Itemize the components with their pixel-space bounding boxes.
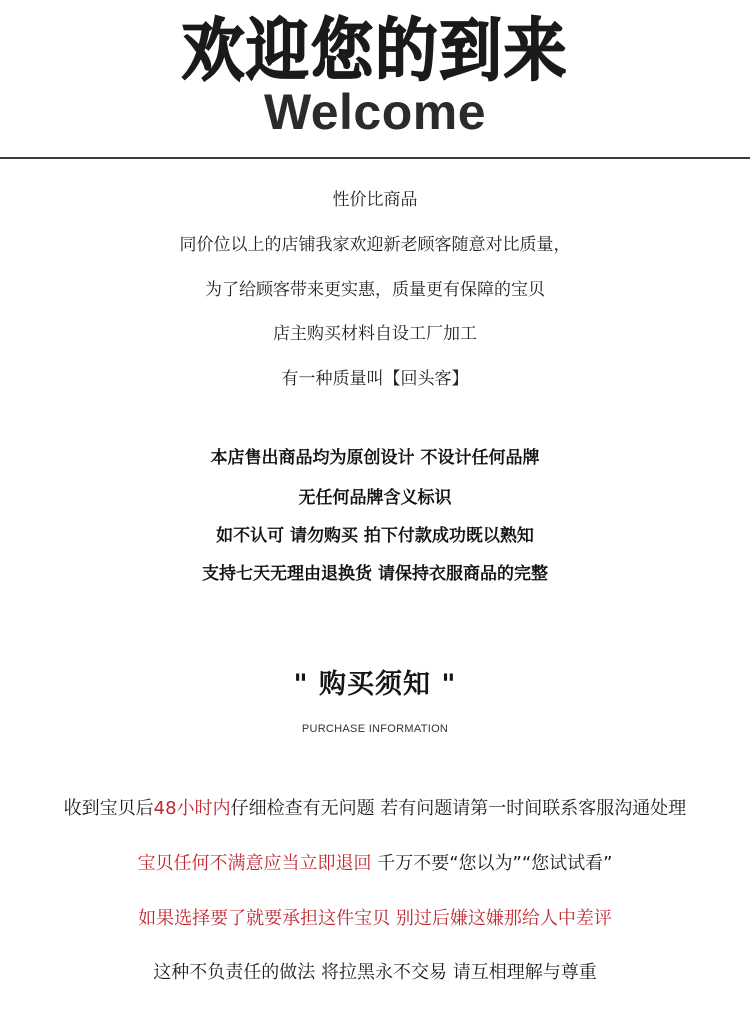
header-divider [0, 157, 750, 159]
welcome-title-chinese: 欢迎您的到来 [181, 12, 569, 91]
policy-line-returns: 支持七天无理由退换货 请保持衣服商品的完整 [202, 564, 548, 584]
notice-inspect-part3: 仔细检查有无问题 若有问题请第一时间联系客服沟通处理 [230, 798, 687, 819]
notice-line-inspect [0, 796, 750, 822]
notice-return-highlight: 宝贝任何不满意应当立即退回 [137, 853, 372, 874]
intro-line-benefit: 为了给顾客带来更实惠，质量更有保障的宝贝 [205, 280, 545, 300]
intro-line-factory: 店主购买材料自设工厂加工 [273, 324, 477, 344]
intro-line-value-title: 性价比商品 [332, 190, 418, 210]
notice-line-responsibility: 如果选择要了就要承担这件宝贝 别过后嫌这嫌那给人中差评 [138, 908, 612, 929]
notice-inspect-part1: 收到宝贝后 [63, 798, 154, 819]
purchase-subtitle: PURCHASE INFORMATION [301, 723, 449, 735]
welcome-title-english: Welcome [263, 84, 487, 140]
policy-line-no-brand: 无任何品牌含义标识 [298, 488, 452, 508]
intro-line-compare: 同价位以上的店铺我家欢迎新老顾客随意对比质量， [179, 235, 571, 255]
policy-line-acknowledge: 如不认可 请勿购买 拍下付款成功既以熟知 [216, 526, 534, 546]
notice-return-part2: 千万不要“您以为”“您试试看” [371, 853, 613, 874]
notice-line-return [0, 851, 750, 877]
notice-inspect-highlight: 48小时内 [153, 798, 231, 819]
notice-line-blacklist: 这种不负责任的做法 将拉黑永不交易 请互相理解与尊重 [153, 962, 597, 983]
policy-line-original-design: 本店售出商品均为原创设计 不设计任何品牌 [210, 448, 540, 468]
intro-line-repeat-customer: 有一种质量叫【回头客】 [281, 369, 469, 389]
purchase-title: " 购买须知 " [293, 669, 457, 700]
